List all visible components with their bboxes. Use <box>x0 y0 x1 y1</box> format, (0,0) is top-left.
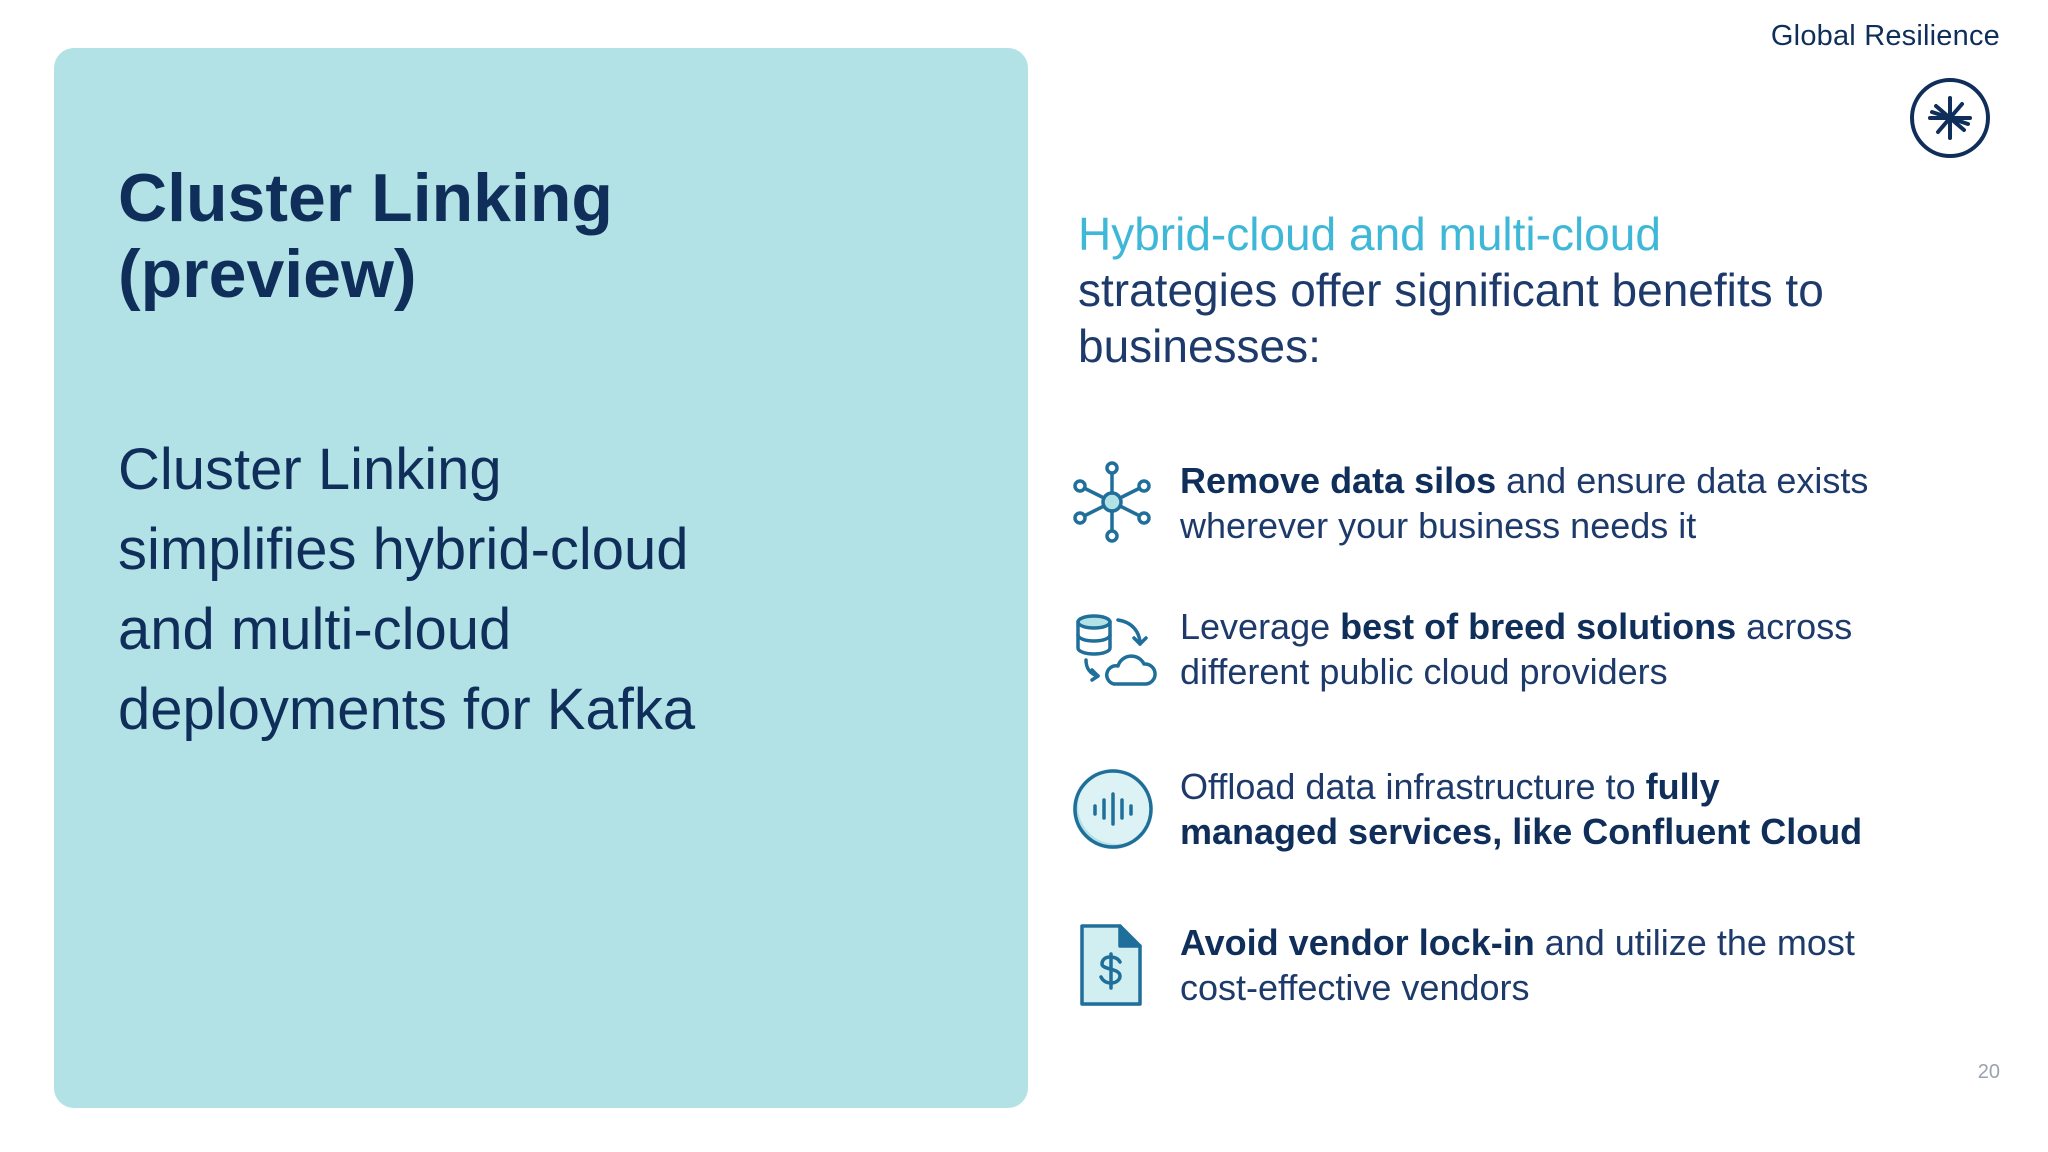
benefit-bold: Avoid vendor lock-in <box>1180 922 1535 963</box>
intro-accent: Hybrid-cloud and multi-cloud <box>1078 208 1661 260</box>
benefit-bold-line-2: managed services, like Confluent Cloud <box>1180 811 1863 852</box>
benefit-bold: best of breed solutions <box>1340 606 1737 647</box>
page-number: 20 <box>1977 1061 2000 1083</box>
benefit-text <box>1180 458 2040 548</box>
managed-service-signal-icon <box>1068 764 1158 854</box>
benefit-item <box>1068 920 1988 1030</box>
benefit-rest: and utilize the most <box>1534 922 1855 963</box>
benefit-text <box>1180 604 2040 694</box>
benefit-lead: Offload data infrastructure to <box>1180 766 1646 807</box>
panel-body-line-2: simplifies hybrid-cloud <box>118 517 689 582</box>
benefit-bold: fully <box>1645 766 1720 807</box>
intro-line-2: strategies offer significant benefits to <box>1078 264 1824 316</box>
benefit-text <box>1180 920 2040 1010</box>
benefit-line-2: cost-effective vendors <box>1180 967 1530 1008</box>
benefit-line-2: different public cloud providers <box>1180 651 1668 692</box>
panel-body-line-1: Cluster Linking <box>118 437 502 502</box>
benefit-rest: across <box>1736 606 1853 647</box>
panel-body-line-4: deployments for Kafka <box>118 677 696 742</box>
benefit-bold: Remove data silos <box>1180 460 1497 501</box>
panel-title-line-2: (preview) <box>118 236 417 312</box>
benefit-lead: Leverage <box>1180 606 1341 647</box>
benefit-line-2: wherever your business needs it <box>1180 505 1697 546</box>
benefit-rest: and ensure data exists <box>1496 460 1869 501</box>
database-cloud-sync-icon <box>1068 604 1158 694</box>
confluent-logo-icon <box>1908 76 1992 160</box>
slide-header-title: Global Resilience <box>1770 20 2000 52</box>
panel-body-line-3: and multi-cloud <box>118 597 512 662</box>
benefit-item <box>1068 764 1988 874</box>
benefit-item <box>1068 458 1988 568</box>
panel-title <box>118 160 878 312</box>
benefit-item <box>1068 604 1988 714</box>
panel-title-line-1: Cluster Linking <box>118 160 613 236</box>
benefit-text <box>1180 764 2040 854</box>
intro-line-3: businesses: <box>1078 320 1321 372</box>
intro-statement <box>1078 206 1978 374</box>
dollar-document-icon <box>1068 920 1158 1010</box>
network-hub-icon <box>1068 458 1158 548</box>
panel-description <box>118 430 878 750</box>
